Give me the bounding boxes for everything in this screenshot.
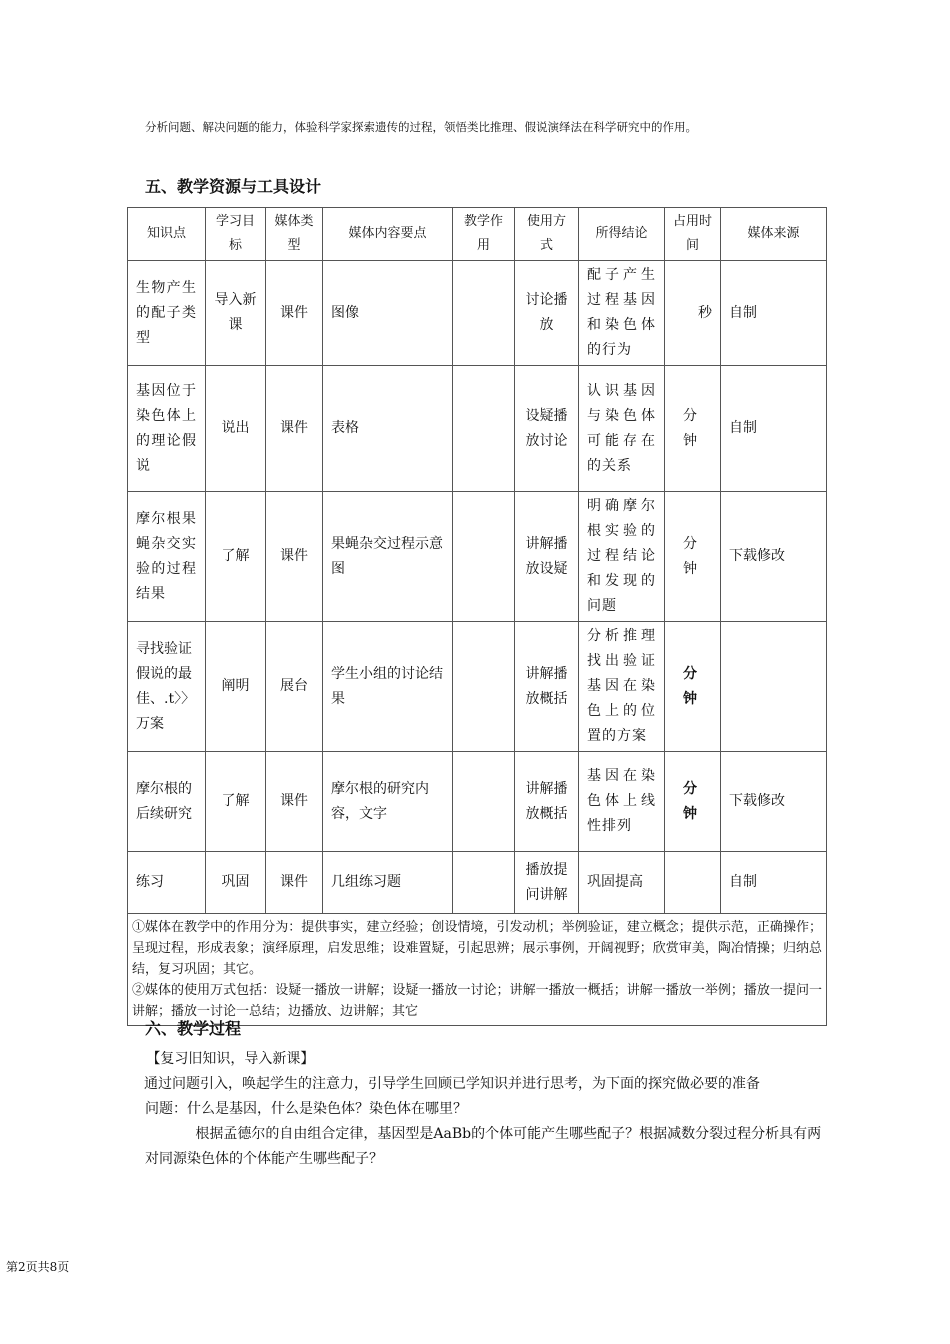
table-cell (453, 366, 515, 492)
table-cell: 基因在染色体上线性排列 (579, 752, 665, 852)
table-header-row (128, 208, 827, 261)
table-cell: 分钟 (665, 752, 721, 852)
header-cell: 媒体内容要点 (323, 208, 453, 261)
header-cell: 教学作用 (453, 208, 515, 261)
table-cell (453, 261, 515, 366)
table-row (128, 622, 827, 752)
table-cell: 分钟 (665, 366, 721, 492)
table-cell: 巩固提高 (579, 852, 665, 914)
table-cell: 秒 (665, 261, 721, 366)
section-title-process: 六、教学过程 (145, 1019, 242, 1038)
table-cell (453, 622, 515, 752)
table-notes-row (128, 914, 827, 1026)
table-row (128, 492, 827, 622)
table-cell: 分钟 (665, 492, 721, 622)
table-cell: 展台 (266, 622, 323, 752)
process-paragraph: 通过问题引入，唤起学生的注意力，引导学生回顾已学知识并进行思考，为下面的探究做必要的准备 (144, 1076, 760, 1092)
process-paragraph: 根据孟德尔的自由组合定律，基因型是AaBb的个体可能产生哪些配子？根据减数分裂过程分析具有两对同源染色体的个体能产生哪些配子？ (145, 1126, 822, 1167)
table-cell: 讨论播放 (515, 261, 579, 366)
table-cell: 认识基因与染色体可能存在的关系 (579, 366, 665, 492)
table-cell: 设疑播放讨论 (515, 366, 579, 492)
table-cell: 课件 (266, 752, 323, 852)
intro-paragraph: 分析问题、解决问题的能力，体验科学家探索遗传的过程，领悟类比推理、假说演绎法在科学研究中的作用。 (145, 120, 697, 134)
table-cell: 课件 (266, 366, 323, 492)
process-heading: 【复习旧知识，导入新课】 (146, 1051, 315, 1067)
table-cell: 学生小组的讨论结果 (323, 622, 453, 752)
header-cell: 媒体来源 (721, 208, 827, 261)
table-cell: 摩尔根的后续研究 (128, 752, 206, 852)
header-cell: 所得结论 (579, 208, 665, 261)
table-cell: 自制 (721, 366, 827, 492)
table-cell (721, 622, 827, 752)
table-row (128, 852, 827, 914)
table-cell (453, 852, 515, 914)
table-cell: 配子产生过程基因和染色体的行为 (579, 261, 665, 366)
table-cell: 摩尔根果蝇杂交实验的过程结果 (128, 492, 206, 622)
page-footer: 第2页共8页 (6, 1260, 70, 1274)
table-row (128, 752, 827, 852)
table-notes (128, 914, 827, 1026)
table-cell: 导入新课 (206, 261, 266, 366)
table-cell: 练习 (128, 852, 206, 914)
table-cell: 自制 (721, 852, 827, 914)
header-cell: 占用时间 (665, 208, 721, 261)
table-cell: 表格 (323, 366, 453, 492)
table-row (128, 366, 827, 492)
table-cell: 下载修改 (721, 752, 827, 852)
table-cell: 了解 (206, 492, 266, 622)
process-question: 问题：什么是基因，什么是染色体？染色体在哪里？ (145, 1101, 467, 1117)
table-cell: 几组练习题 (323, 852, 453, 914)
header-cell: 媒体类型 (266, 208, 323, 261)
table-cell (665, 852, 721, 914)
note-usage-modes: ②媒体的使用万式包括：设疑一播放一讲解；设疑一播放一讨论；讲解一播放一概括；讲解一播放一举例；播放一提问一讲解；播放一讨论一总结；边播放、边讲解；其它 (132, 983, 822, 1019)
resource-table (127, 207, 827, 1026)
table-cell: 分钟 (665, 622, 721, 752)
table-cell: 课件 (266, 492, 323, 622)
table-cell: 寻找验证假说的最佳、.t〉〉万案 (128, 622, 206, 752)
table-cell: 生物产生的配子类型 (128, 261, 206, 366)
table-cell: 果蝇杂交过程示意图 (323, 492, 453, 622)
header-cell: 知识点 (128, 208, 206, 261)
note-media-roles: ①媒体在教学中的作用分为：提供事实，建立经验；创设情境，引发动机；举例验证，建立概念；提供示范，正确操作；呈现过程，形成表象；演绎原理，启发思维；设难置疑，引起思辨；展示事例，开阔视野；欣赏审美，陶冶情操；归纳总结，复习巩固；其它。 (132, 920, 822, 977)
table-cell: 基因位于染色体上的理论假说 (128, 366, 206, 492)
table-cell: 下载修改 (721, 492, 827, 622)
table-cell: 讲解播放概括 (515, 622, 579, 752)
header-cell: 学习目标 (206, 208, 266, 261)
process-content (145, 1047, 830, 1172)
table-cell: 图像 (323, 261, 453, 366)
section-title-resources: 五、教学资源与工具设计 (145, 177, 322, 196)
table-cell: 播放提问讲解 (515, 852, 579, 914)
header-cell: 使用方式 (515, 208, 579, 261)
table-cell (453, 752, 515, 852)
table-cell: 课件 (266, 261, 323, 366)
table-cell: 讲解播放设疑 (515, 492, 579, 622)
table-cell: 分析推理找出验证基因在染色上的位置的方案 (579, 622, 665, 752)
table-cell: 自制 (721, 261, 827, 366)
table-cell: 明确摩尔根实验的过程结论和发现的问题 (579, 492, 665, 622)
table-cell: 讲解播放概括 (515, 752, 579, 852)
table-cell: 说出 (206, 366, 266, 492)
table-row (128, 261, 827, 366)
table-cell: 课件 (266, 852, 323, 914)
table-cell: 阐明 (206, 622, 266, 752)
table-cell: 了解 (206, 752, 266, 852)
table-cell: 摩尔根的研究内容，文字 (323, 752, 453, 852)
table-cell (453, 492, 515, 622)
table-cell: 巩固 (206, 852, 266, 914)
